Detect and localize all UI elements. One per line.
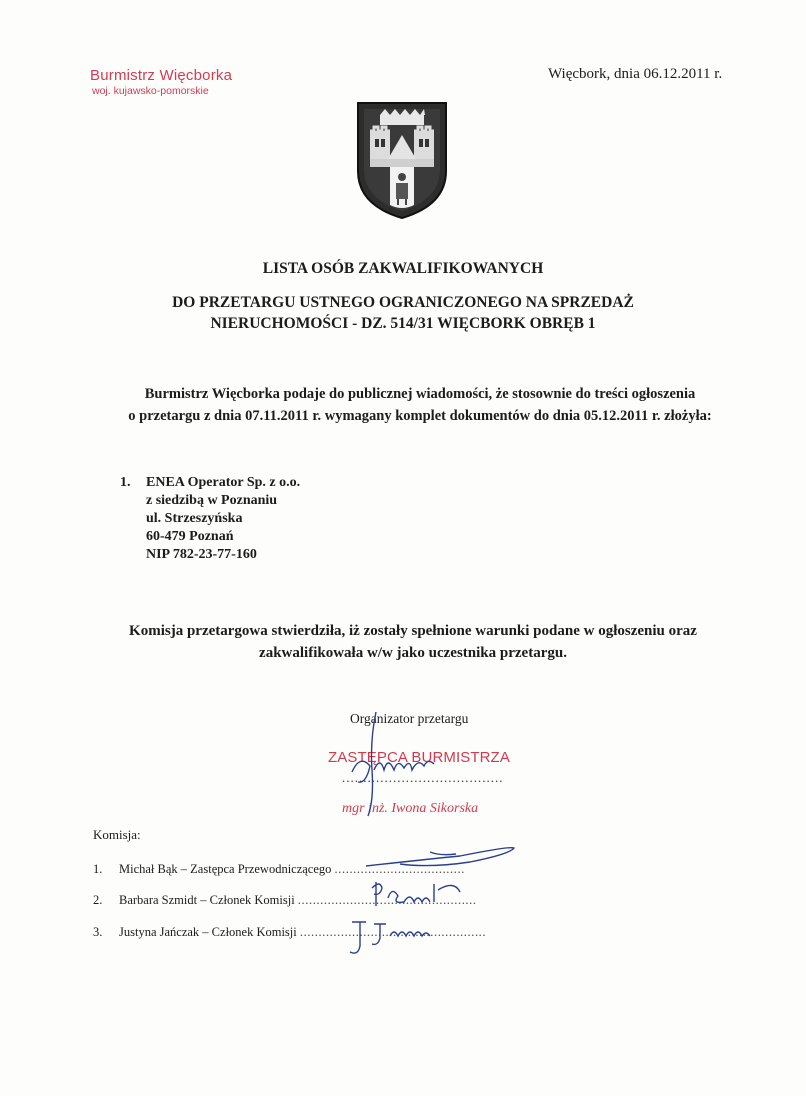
title-line-3: NIERUCHOMOŚCI - DZ. 514/31 WIĘCBORK OBRĘB 1: [210, 315, 596, 332]
member-name: Justyna Jańczak – Członek Komisji: [119, 925, 297, 939]
document-date: Więcbork, dnia 06.12.2011 r.: [548, 66, 723, 82]
company-nip: NIP 782-23-77-160: [146, 547, 257, 562]
commission-member-2: [93, 893, 477, 908]
company-street: ul. Strzeszyńska: [146, 511, 243, 526]
commission-member-1: [93, 862, 465, 877]
member-number: 3.: [93, 925, 103, 939]
member-signature-line: ...................................: [334, 862, 465, 876]
member-name: Michał Bąk – Zastępca Przewodniczącego: [119, 862, 332, 876]
conclusion-line-2: zakwalifikowała w/w jako uczestnika przetargu.: [259, 645, 567, 661]
commission-label: Komisja:: [93, 827, 141, 842]
company-postal: 60-479 Poznań: [146, 529, 234, 544]
coat-of-arms-icon: [356, 101, 448, 220]
member-name: Barbara Szmidt – Członek Komisji: [119, 893, 295, 907]
intro-line-2: o przetargu z dnia 07.11.2011 r. wymagany komplet dokumentów do dnia 05.12.2011 r. złożyła:: [128, 408, 712, 424]
organizer-name: mgr inż. Iwona Sikorska: [342, 801, 479, 816]
mayor-stamp: [90, 68, 232, 97]
title-line-2: DO PRZETARGU USTNEGO OGRANICZONEGO NA SPRZEDAŻ: [172, 294, 634, 311]
deputy-mayor-stamp: ZASTĘPCA BURMISTRZA: [328, 749, 510, 766]
stamp-line-1: Burmistrz Więcborka: [90, 67, 233, 84]
company-number: 1.: [120, 475, 131, 490]
qualified-company: [120, 474, 300, 564]
member-number: 2.: [93, 893, 103, 907]
commission-member-3: [93, 925, 486, 940]
company-seat: z siedzibą w Poznaniu: [146, 493, 278, 508]
title-line-1: LISTA OSÓB ZAKWALIFIKOWANYCH: [262, 260, 544, 277]
member-number: 1.: [93, 862, 103, 876]
member-signature-line: ................................................: [297, 893, 477, 907]
company-name: ENEA Operator Sp. z o.o.: [146, 475, 301, 490]
organizer-label: Organizator przetargu: [350, 711, 469, 726]
conclusion-line-1: Komisja przetargowa stwierdziła, iż zostały spełnione warunki podane w ogłoszeniu oraz: [129, 623, 697, 639]
stamp-line-2: woj. kujawsko-pomorskie: [92, 85, 209, 97]
organizer-signature-line: ......................................: [342, 770, 504, 785]
member-signature-line: ..................................................: [299, 925, 487, 939]
intro-line-1: Burmistrz Więcborka podaje do publicznej wiadomości, że stosownie do treści ogłoszenia: [144, 386, 696, 402]
